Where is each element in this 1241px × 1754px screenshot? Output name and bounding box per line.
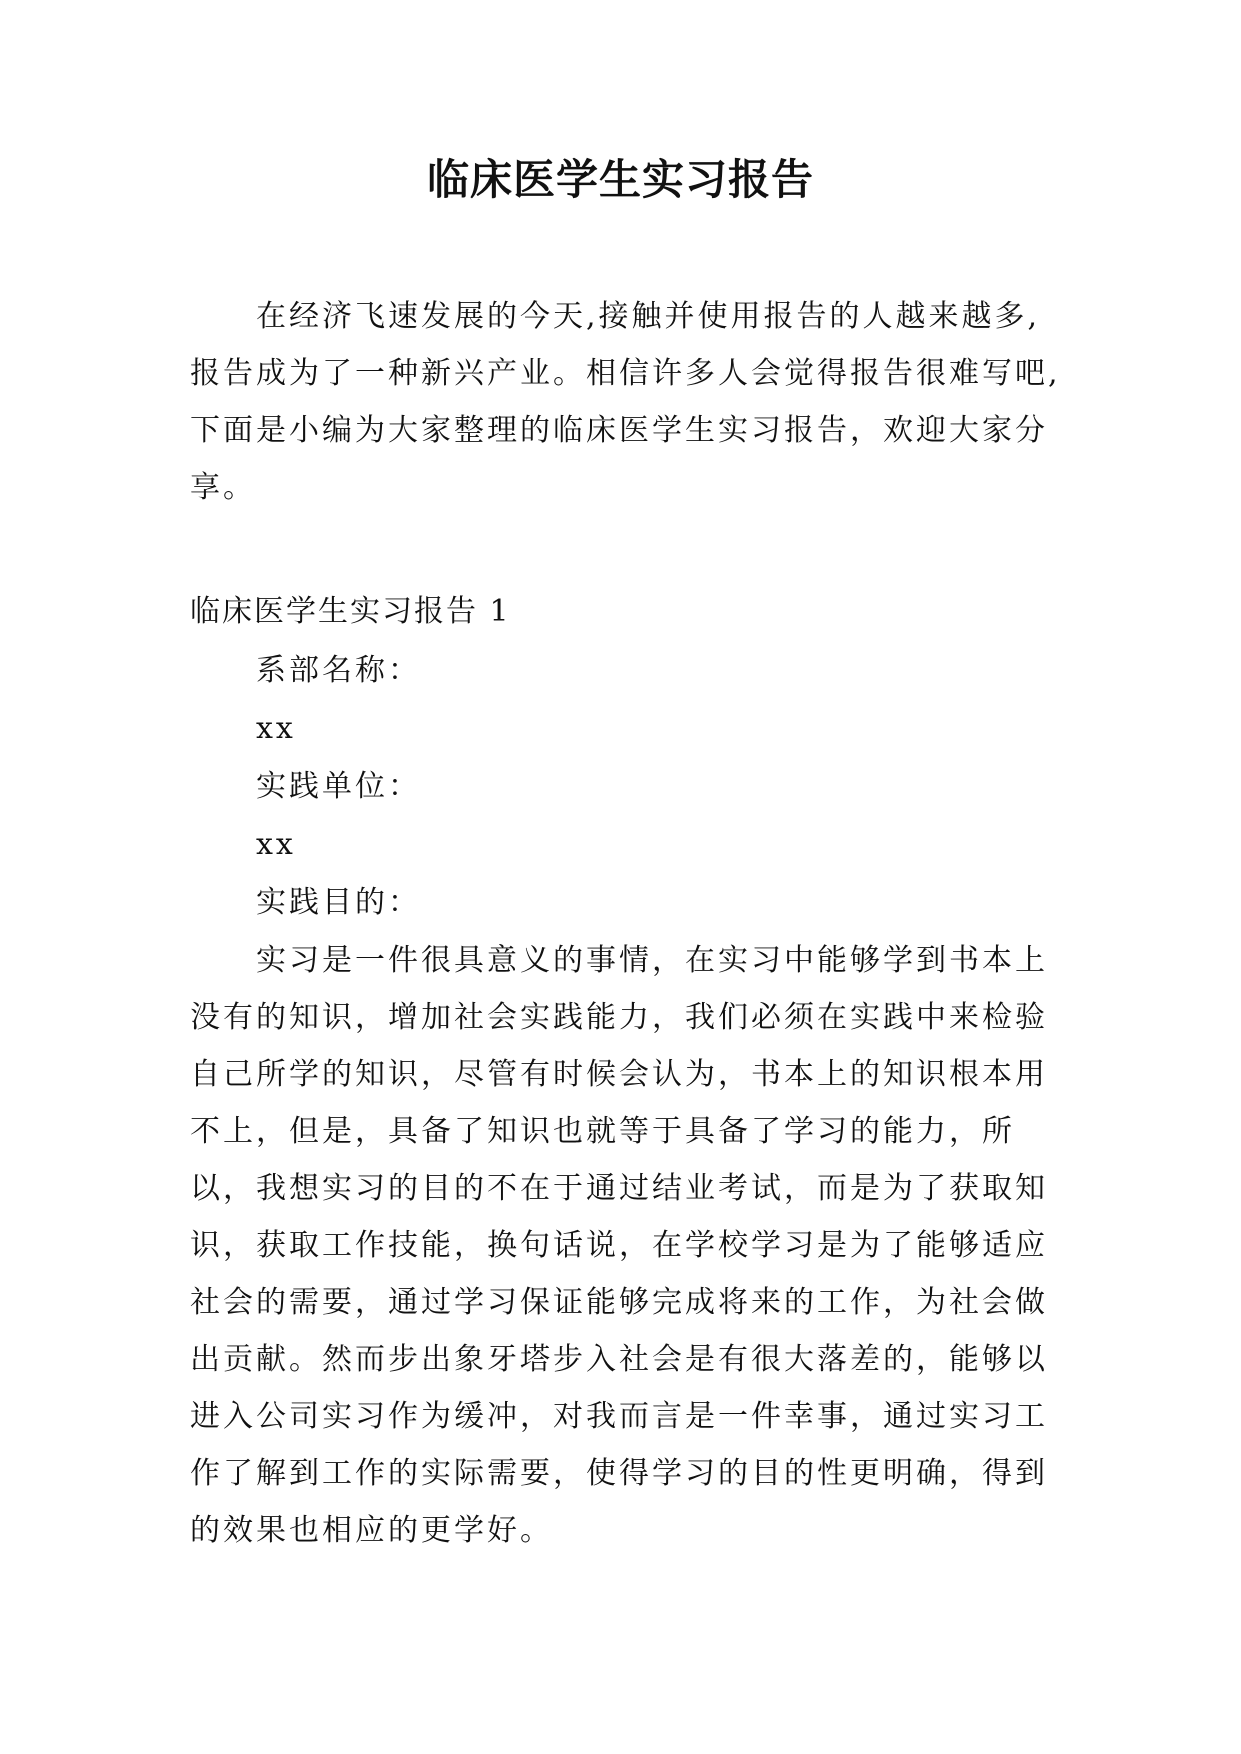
practice-unit-label: 实践单位： [256,769,421,804]
department-value: xx [256,711,296,746]
purpose-paragraph: 实习是一件很具意义的事情，在实习中能够学到书本上没有的知识，增加社会实践能力，我们必须在实践中来检验自己所学的知识，尽管有时候会认为，书本上的知识根本用不上，但是，具备了知识也就等于具备了学习的能力，所以，我想实习的目的不在于通过结业考试，而是为了获取知识，获取工作技能，换句话说，在学校学习是为了能够适应社会的需要，通过学习保证能够完成将来的工作，为社会做出贡献。然而步出象牙塔步入社会是有很大落差的，能够以进入公司实习作为缓冲，对我而言是一件幸事，通过实习工作了解到工作的实际需要，使得学习的目的性更明确，得到的效果也相应的更学好。 [190,943,1048,1548]
document-title: 临床医学生实习报告 [426,155,814,204]
section-heading: 临床医学生实习报告 1 [190,594,511,629]
practice-unit-value: xx [256,827,296,862]
practice-purpose-label: 实践目的： [256,885,421,920]
intro-paragraph: 在经济飞速发展的今天,接触并使用报告的人越来越多,报告成为了一种新兴产业。相信许多人会觉得报告很难写吧,下面是小编为大家整理的临床医学生实习报告，欢迎大家分享。 [190,299,1061,505]
department-label: 系部名称： [256,653,421,688]
